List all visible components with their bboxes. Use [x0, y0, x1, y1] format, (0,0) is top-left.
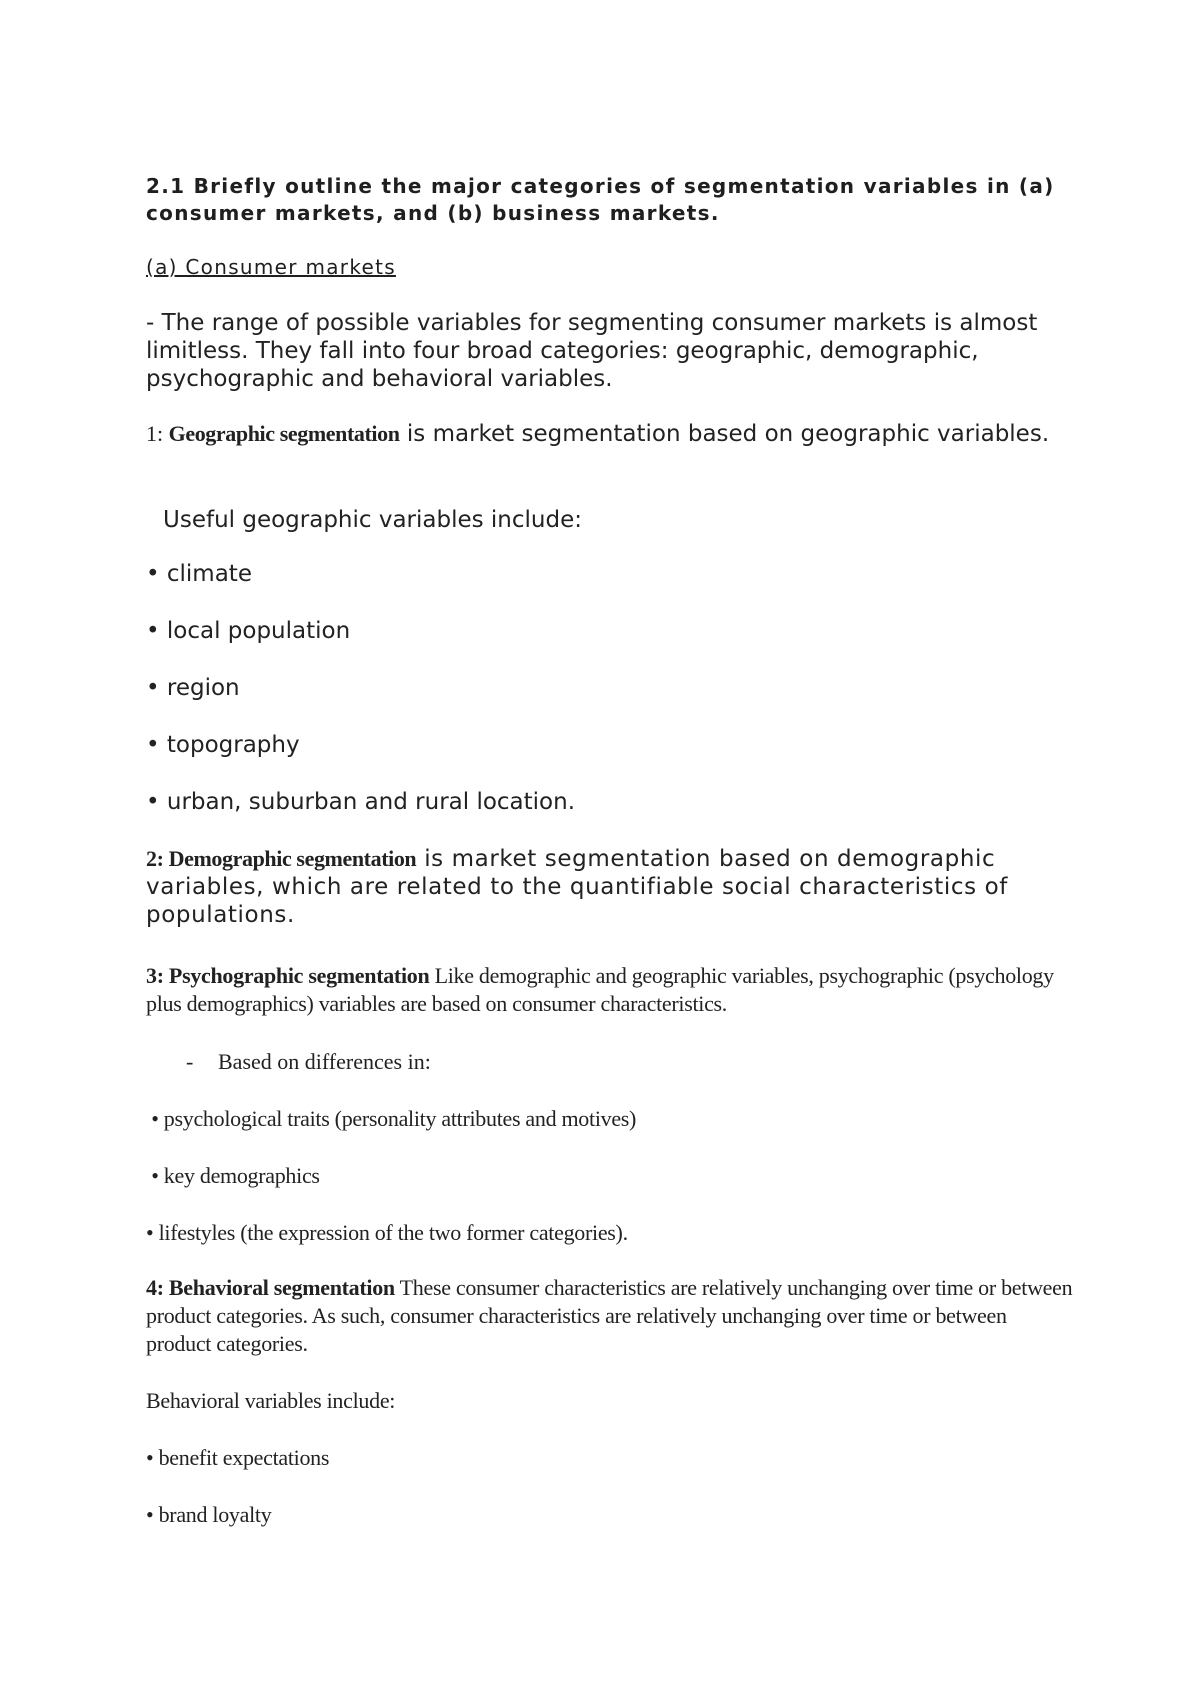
section-a-intro: - The range of possible variables for segmenting consumer markets is almost limitless. They fall into four broad categories: geographic, demographic, psychographic and behavioral variables.: [146, 310, 1038, 392]
psychographic-sub-item: [186, 1048, 1116, 1076]
geographic-term: Geographic segmentation: [168, 421, 400, 446]
demographic-term: 2: Demographic segmentation: [146, 846, 417, 871]
psychographic-item-demographics: • key demographics: [146, 1163, 320, 1188]
behavioral-item-brand-loyalty: • brand loyalty: [146, 1502, 272, 1527]
psychographic-definition: [146, 962, 1076, 1018]
psychographic-definition-text: Like demographic and geographic variables, psychographic (psychology plus demographics) variables are based on consumer characteristics.: [146, 963, 1054, 1016]
geographic-item-location: • urban, suburban and rural location.: [146, 789, 576, 815]
behavioral-definition-text: These consumer characteristics are relatively unchanging over time or between product categories. As such, consumer characteristics are relatively unchanging over time or between product categories.: [146, 1275, 1073, 1356]
geographic-item-local-population: • local population: [146, 618, 351, 644]
geographic-definition-text: is market segmentation based on geographic variables.: [399, 421, 1050, 447]
behavioral-list-intro: Behavioral variables include:: [146, 1388, 396, 1413]
behavioral-item-benefit-expectations: • benefit expectations: [146, 1445, 330, 1470]
geographic-item-topography: • topography: [146, 732, 300, 758]
geographic-definition: [146, 420, 1076, 448]
psychographic-sub-text: Based on differences in:: [218, 1049, 431, 1074]
geographic-list-intro: Useful geographic variables include:: [163, 507, 582, 533]
demographic-definition-text: is market segmentation based on demographic variables, which are related to the quantifiable social characteristics of populations.: [146, 846, 1008, 928]
demographic-definition: [146, 845, 1076, 929]
geographic-item-region: • region: [146, 675, 240, 701]
geographic-item-climate: • climate: [146, 561, 252, 587]
behavioral-term: 4: Behavioral segmentation: [146, 1275, 395, 1300]
section-a-heading: (a) Consumer markets: [146, 255, 396, 279]
behavioral-definition: [146, 1274, 1076, 1358]
psychographic-item-lifestyles: • lifestyles (the expression of the two former categories).: [146, 1220, 628, 1245]
psychographic-term: 3: Psychographic segmentation: [146, 963, 430, 988]
dash-marker: -: [186, 1049, 194, 1074]
psychographic-item-traits: • psychological traits (personality attributes and motives): [146, 1106, 637, 1131]
geographic-number: 1:: [146, 421, 169, 446]
question-heading: 2.1 Briefly outline the major categories of segmentation variables in (a) consumer markets, and (b) business markets.: [146, 174, 1055, 225]
